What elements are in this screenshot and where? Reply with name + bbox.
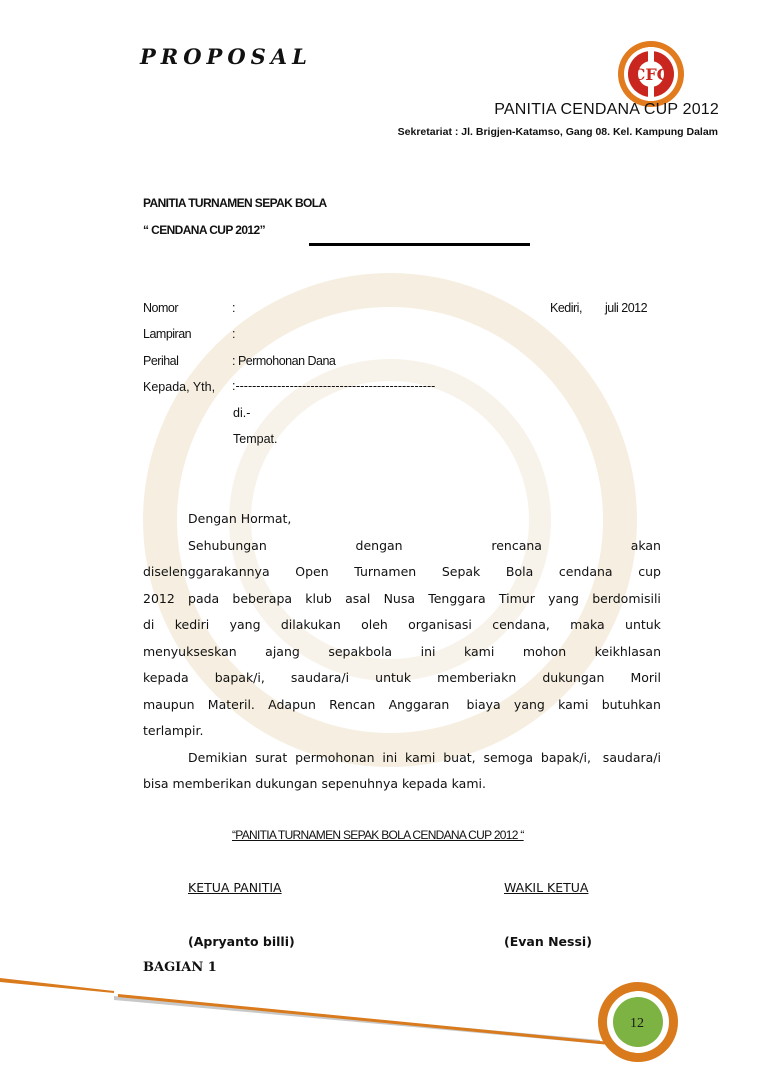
lampiran-label: Lampiran xyxy=(143,327,192,341)
wakil-title: WAKIL KETUA xyxy=(504,880,589,895)
para1-last-line: terlampir. xyxy=(143,723,204,738)
perihal-label: Perihal xyxy=(143,354,179,368)
committee-title: “PANITIA TURNAMEN SEPAK BOLA CENDANA CUP 2012 “ xyxy=(232,828,524,842)
tempat-label: Tempat. xyxy=(233,432,278,446)
ketua-title: KETUA PANITIA xyxy=(188,880,282,895)
nomor-value: : xyxy=(232,301,235,315)
di-label: di.- xyxy=(233,406,251,420)
kepada-label: Kepada, Yth, xyxy=(143,380,216,394)
wakil-name: (Evan Nessi) xyxy=(504,934,592,949)
logo-text: CFC xyxy=(632,65,670,84)
para1-line-4: di kediri yang dilakukan oleh organisasi cendana, maka untuk xyxy=(143,617,661,632)
letter-body xyxy=(143,506,661,798)
title-rule xyxy=(309,243,530,246)
kepada-value: :------------------------------------------------ xyxy=(232,379,436,393)
title-line-2: “ CENDANA CUP 2012” xyxy=(143,223,265,237)
greeting: Dengan Hormat, xyxy=(188,511,292,526)
nomor-label: Nomor xyxy=(143,301,179,315)
para2-line-1: Demikian surat permohonan ini kami buat, semoga bapak/i, saudara/i xyxy=(188,749,661,765)
para1-line-3: 2012 pada beberapa klub asal Nusa Tenggara Timur yang berdomisili xyxy=(143,590,661,606)
org-address: Sekretariat : Jl. Brigjen-Katamso, Gang 08. Kel. Kampung Dalam xyxy=(397,126,718,138)
page-number: 12 xyxy=(630,1016,644,1031)
para1-line-5: menyukseskan ajang sepakbola ini kami mohon keikhlasan xyxy=(143,643,661,659)
date-label: juli 2012 xyxy=(605,301,648,315)
perihal-value: : Permohonan Dana xyxy=(232,354,336,368)
para1-line-2: diselenggarakannya Open Turnamen Sepak Bola cendana cup xyxy=(143,564,661,579)
para1-line-1: Sehubungan dengan rencana akan xyxy=(188,537,661,553)
para2-line-2: bisa memberikan dukungan sepenuhnya kepada kami. xyxy=(143,776,486,791)
cendana-cup-logo xyxy=(601,37,701,109)
lampiran-value: : xyxy=(232,327,235,341)
section-label: BAGIAN 1 xyxy=(143,960,217,975)
ketua-name: (Apryanto billi) xyxy=(188,934,295,949)
para1-line-7: maupun Materil. Adapun Rencan Anggaran biaya yang kami butuhkan xyxy=(143,696,661,712)
org-name: PANITIA CENDANA CUP 2012 xyxy=(494,101,719,118)
para1-line-6: kepada bapak/i, saudara/i untuk memberiakn dukungan Moril xyxy=(143,670,661,685)
city-label: Kediri, xyxy=(550,301,582,315)
title-line-1: PANITIA TURNAMEN SEPAK BOLA xyxy=(143,196,327,210)
proposal-label: PROPOSAL xyxy=(140,44,312,69)
